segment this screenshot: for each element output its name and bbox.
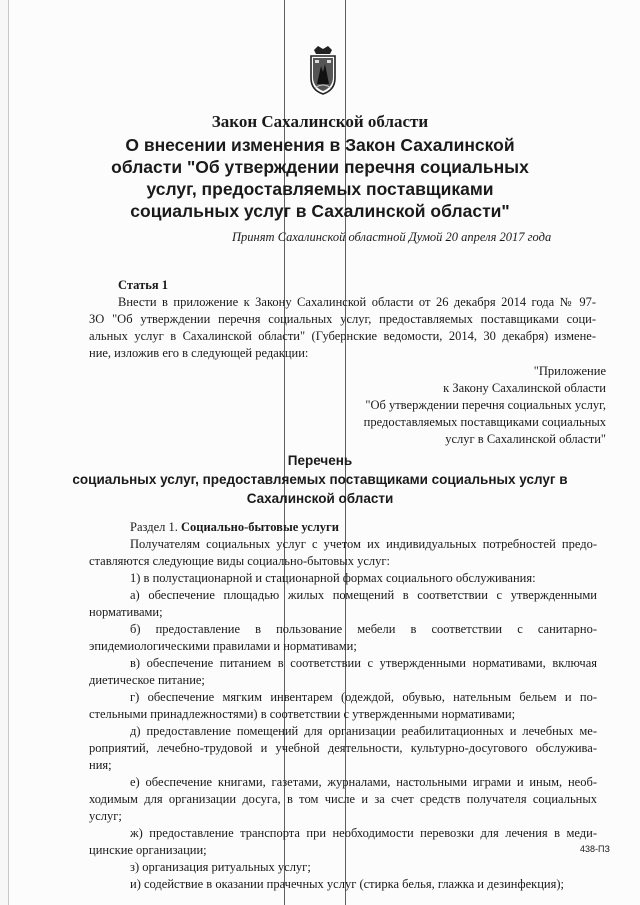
list-item: д) предоставление помещений для организации реабилитационных и лечебных ме- (130, 724, 597, 738)
list-item-1: 1) в полустационарной и стационарной формах социального обслуживания: (130, 571, 536, 585)
article-text-line: ние, изложив его в следующей редакции: (89, 346, 309, 360)
list-item-cont: роприятий, лечебно-трудовой и учебной деятельности, культурно-досугового обслужива- (89, 741, 597, 755)
list-item: з) организация ритуальных услуг; (130, 860, 311, 874)
list-item-cont: стельными принадлежностями) в соответствии с утвержденными нормативами; (89, 707, 516, 721)
list-item: а) обеспечение площадью жилых помещений в соответствии с утвержденными (130, 588, 597, 602)
appendix-line: "Об утверждении перечня социальных услуг, (365, 398, 606, 412)
article-heading: Статья 1 (118, 278, 168, 292)
appendix-line: к Закону Сахалинской области (443, 381, 606, 395)
list-title: Перечень (287, 453, 353, 468)
list-item: г) обеспечение мягким инвентарем (одеждой, обувью, нательным бельем и по- (130, 690, 597, 704)
intro-line: ставляются следующие виды социально-бытовых услуг: (89, 554, 390, 568)
appendix-line: услуг в Сахалинской области" (445, 432, 606, 446)
list-item-cont: цинские организации; (89, 843, 207, 857)
article-text-line: альных услуг в Сахалинской области" (Губернские ведомости, 2014, 30 декабря) измене- (89, 329, 596, 343)
list-item-cont: ния; (89, 758, 112, 772)
section-heading (130, 519, 339, 536)
amendment-title-line: услуг, предоставляемых поставщиками (146, 179, 494, 199)
law-title: Закон Сахалинской области (211, 112, 429, 131)
adoption-line: Принят Сахалинской областной Думой 20 апреля 2017 года (232, 230, 552, 244)
amendment-title-line: О внесении изменения в Закон Сахалинской (125, 135, 515, 155)
article-text-line: Внести в приложение к Закону Сахалинской области от 26 декабря 2014 года № 97- (118, 295, 596, 309)
appendix-line: "Приложение (533, 364, 606, 378)
list-item-cont: диетическое питание; (89, 673, 205, 687)
list-item: в) обеспечение питанием в соответствии с утвержденными нормативами, включая (130, 656, 597, 670)
section-prefix: Раздел 1. (130, 520, 181, 534)
section-title: Социально-бытовые услуги (180, 520, 339, 534)
list-item: ж) предоставление транспорта при необходимости перевозки для лечения в меди- (130, 826, 597, 840)
article-text-line: ЗО "Об утверждении перечня социальных услуг, предоставляемых поставщиками соци- (89, 312, 596, 326)
list-item-cont: услуг; (89, 809, 122, 823)
list-subtitle-line: Сахалинской области (246, 491, 394, 506)
list-subtitle-line: социальных услуг, предоставляемых поставщиками социальных услуг в (72, 472, 568, 487)
amendment-title-line: социальных услуг в Сахалинской области" (130, 201, 510, 221)
coat-of-arms-icon (308, 44, 338, 96)
document-code: 438-ПЗ (580, 844, 610, 854)
amendment-title-line: области "Об утверждении перечня социальных (111, 157, 529, 177)
list-item: б) предоставление в пользование мебели в соответствии с санитарно- (130, 622, 597, 636)
list-item-cont: эпидемиологическими правилами и нормативами; (89, 639, 357, 653)
list-item-cont: нормативами; (89, 605, 163, 619)
list-item: и) содействие в оказании прачечных услуг (стирка белья, глажка и дезинфекция); (130, 877, 564, 891)
list-item-cont: ходимым для организации досуга, в том числе и за счет средств получателя социальных (89, 792, 597, 806)
list-item: е) обеспечение книгами, газетами, журналами, настольными играми и иным, необ- (130, 775, 597, 789)
appendix-line: предоставляемых поставщиками социальных (363, 415, 606, 429)
intro-line: Получателям социальных услуг с учетом их индивидуальных потребностей предо- (130, 537, 597, 551)
